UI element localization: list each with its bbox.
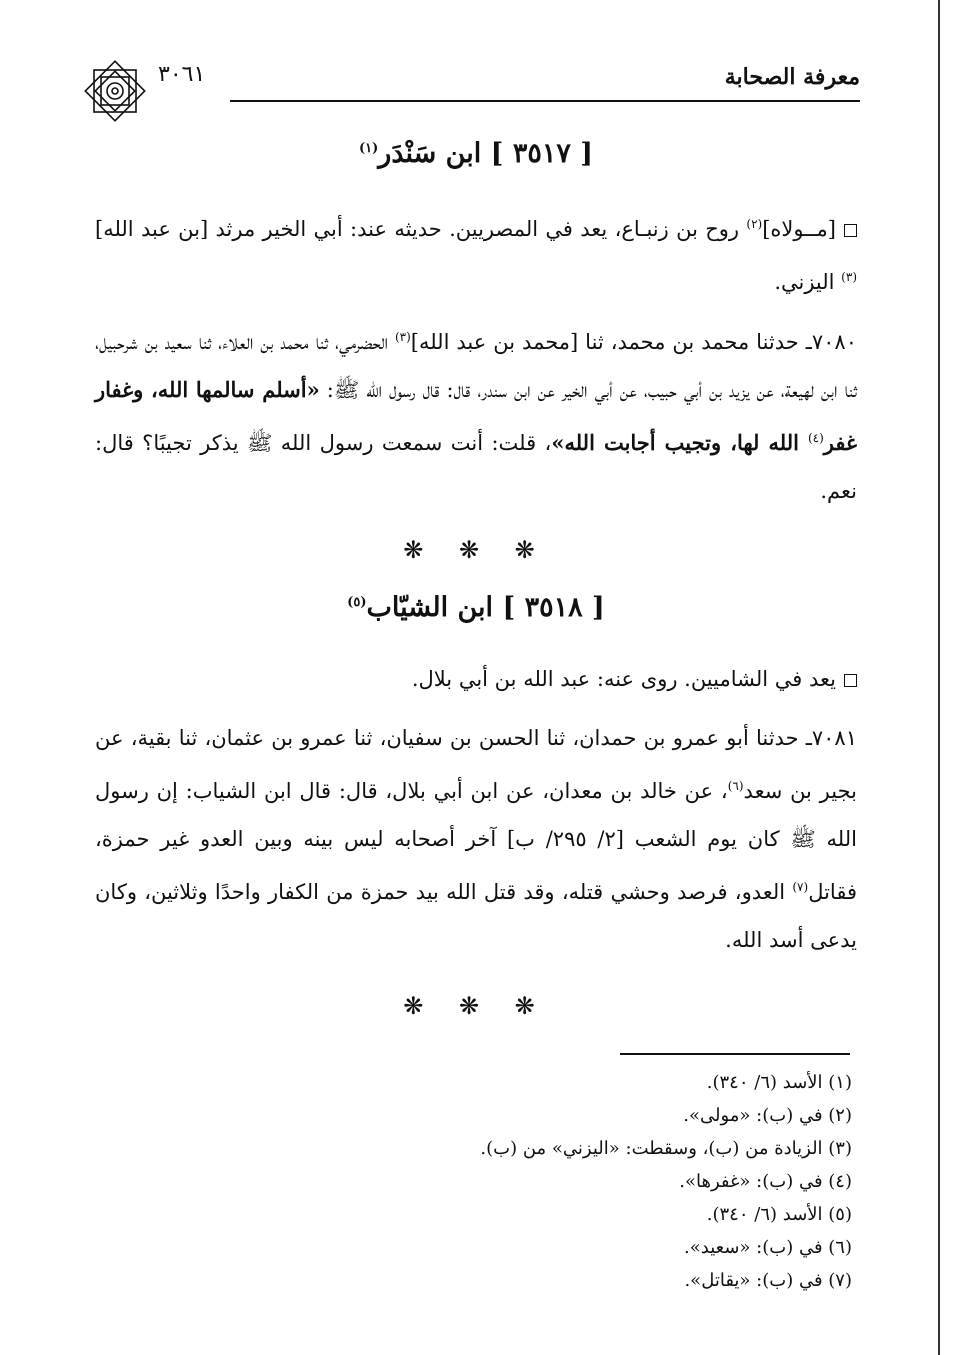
footnote-ref: (٣)	[394, 330, 411, 344]
footnote-item: (٥) الأسد (٦/ ٣٤٠).	[706, 1204, 852, 1225]
intro-text: اليزني.	[774, 270, 842, 294]
octagonal-star-ornament-icon	[80, 56, 150, 126]
running-header	[80, 58, 860, 108]
entry-3517-heading	[95, 138, 857, 169]
square-bullet-icon	[844, 674, 857, 687]
footnote-item: (٤) في (ب): «غفرها».	[679, 1171, 852, 1192]
hadith-text: ، قلت: أنت سمعت رسول الله ﷺ يذكر تجيبًا؟ قال: نعم.	[95, 431, 857, 503]
hadith-text: الحضرمي، ثنا محمد بن العلاء، ثنا سعيد بن شرحبيل، ثنا ابن لهيعة، عن يزيد بن أبي حبيب، عن أبي الخير عن ابن سندر، قال: قال رسول الله ﷺ:	[95, 330, 857, 402]
section-separator: ❋ ❋ ❋	[403, 992, 549, 1020]
entry-heading-text: [ ٣٥١٨ ] ابن الشيّاب	[366, 592, 605, 623]
footnotes	[300, 1066, 852, 1297]
entry-heading-text: [ ٣٥١٧ ] ابن سَنْدَر	[378, 138, 594, 169]
footnote-ref: (٤)	[807, 431, 824, 445]
footnote-item: (٧) في (ب): «يقاتل».	[684, 1270, 852, 1291]
page-edge	[938, 0, 940, 1355]
section-separator: ❋ ❋ ❋	[403, 536, 549, 564]
footnote-item: (٢) في (ب): «مولى».	[683, 1105, 852, 1126]
footnote-ref: (٢)	[746, 217, 763, 231]
hadith-text: ٧٠٨١ـ حدثنا أبو عمرو بن حمدان، ثنا الحسن بن سفيان، ثنا عمرو بن عثمان، ثنا بقية، عن بجير بن سعد	[95, 726, 857, 803]
footnote-ref: (٧)	[792, 880, 809, 894]
footnote-rule	[620, 1053, 850, 1055]
footnote-ref: (٦)	[727, 779, 744, 793]
hadith-quote: «أسلم سالمها الله، وغفار غفر	[95, 377, 857, 455]
hadith-text: العدو، فرصد وحشي قتله، وقد قتل الله بيد حمزة من الكفار واحدًا وثلاثين، وكان يدعى أسد الله.	[95, 880, 857, 952]
hadith-7080	[95, 313, 857, 515]
entry-3518-intro	[95, 655, 857, 703]
header-rule	[230, 100, 860, 102]
hadith-quote: الله لها، وتجيب أجابت الله»	[551, 430, 808, 455]
intro-text: يعد في الشاميين. روى عنه: عبد الله بن أبي بلال.	[411, 667, 836, 691]
page-number: ٣٠٦١	[158, 62, 206, 87]
entry-3518-heading	[95, 592, 857, 623]
hadith-7081	[95, 714, 857, 964]
intro-text: [مــولاه]	[762, 217, 836, 241]
entry-3517-intro	[95, 200, 857, 306]
hadith-text: ، عن خالد بن معدان، عن ابن أبي بلال، قال: قال ابن الشياب: إن رسول الله ﷺ كان يوم الشعب [٢/ ٢٩٥/ ب] آخر أصحابه ليس بينه وبين العدو غير حمزة، فقاتل	[95, 779, 857, 904]
hadith-text: ٧٠٨٠ـ حدثنا محمد بن محمد، ثنا [محمد بن عبد الله]	[410, 330, 857, 354]
footnote-item: (٦) في (ب): «سعيد».	[684, 1237, 852, 1258]
square-bullet-icon	[844, 224, 857, 237]
footnote-item: (١) الأسد (٦/ ٣٤٠).	[706, 1072, 852, 1093]
footnote-item: (٣) الزيادة من (ب)، وسقطت: «اليزني» من (ب).	[480, 1138, 852, 1159]
footnote-ref: (٣)	[841, 270, 857, 284]
intro-text: روح بن زنبـاع، يعد في المصريين. حديثه عند: أبي الخير مرثد [بن عبد الله]	[95, 217, 747, 241]
footnote-ref: (٥)	[347, 595, 367, 610]
footnote-ref: (١)	[358, 141, 379, 156]
book-title: معرفة الصحابة	[724, 64, 860, 90]
